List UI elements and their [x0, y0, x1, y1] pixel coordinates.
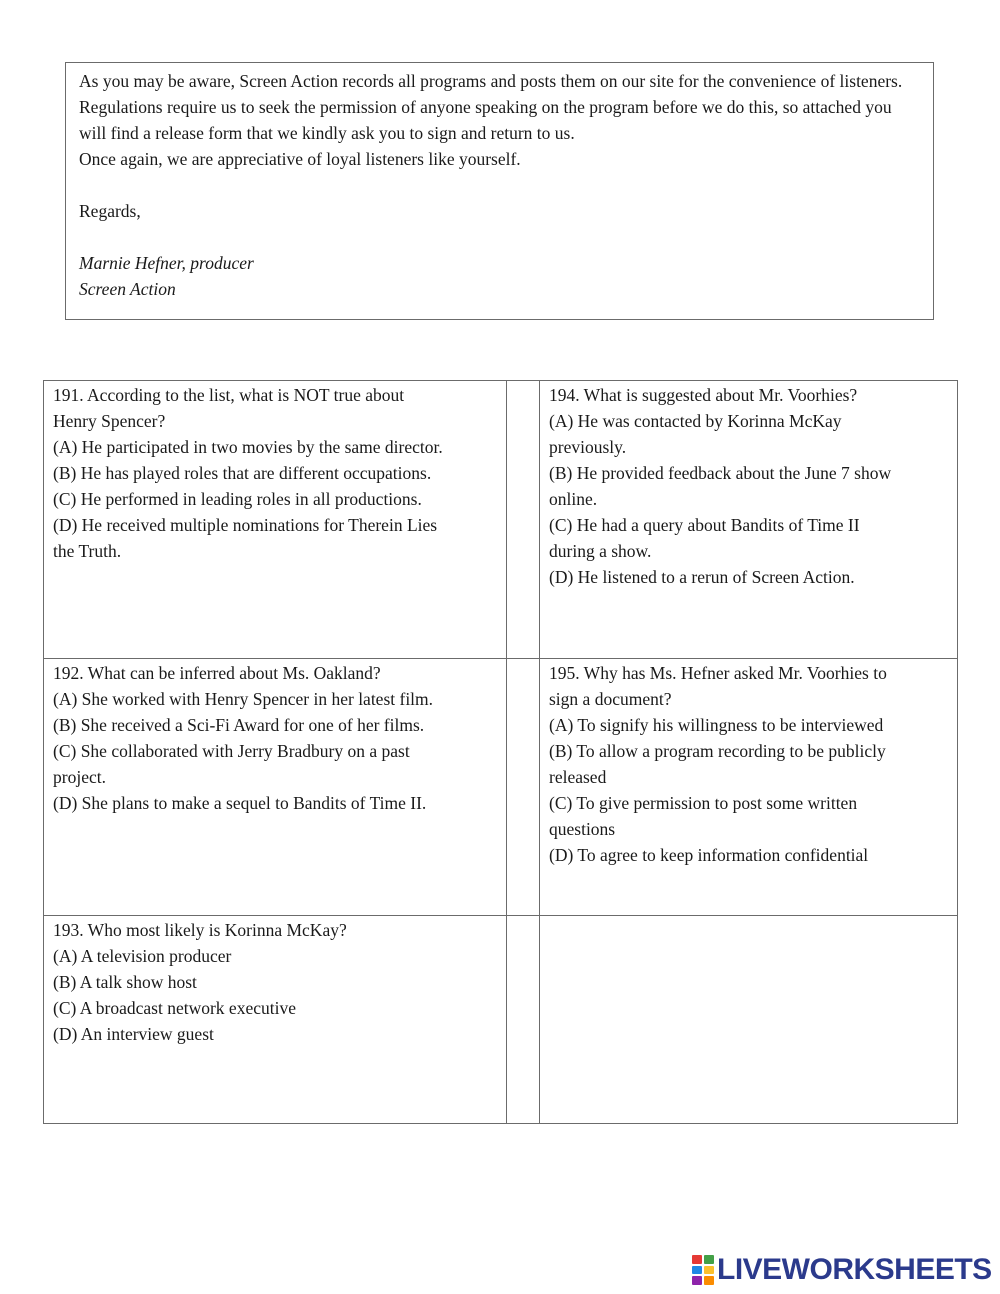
question-192 — [44, 659, 507, 916]
answer-option: (B) To allow a program recording to be publicly — [549, 741, 886, 761]
answer-option: (A) She worked with Henry Spencer in her latest film. — [53, 689, 434, 709]
letter-box — [65, 62, 934, 320]
signature-name: Marnie Hefner, producer — [79, 253, 254, 273]
question-stem: Henry Spencer? — [53, 411, 166, 431]
signature-org: Screen Action — [79, 279, 176, 299]
answer-option: released — [549, 767, 607, 787]
question-195 — [540, 659, 958, 916]
answer-option: (D) To agree to keep information confidential — [549, 845, 869, 865]
answer-option: (D) He received multiple nominations for Therein Lies — [53, 515, 438, 535]
answer-option: (C) He had a query about Bandits of Time II — [549, 515, 860, 535]
logo-mark-icon — [692, 1255, 714, 1285]
answer-option: during a show. — [549, 541, 652, 561]
answer-option: project. — [53, 767, 106, 787]
answer-option: (C) She collaborated with Jerry Bradbury on a past — [53, 741, 410, 761]
answer-option: (B) He provided feedback about the June 7 show — [549, 463, 892, 483]
letter-paragraph-1: As you may be aware, Screen Action records all programs and posts them on our site for the convenience of listeners. Regulations require us to seek the permission of anyone speaking on the program before we do this, so attached you will find a release form that we kindly ask you to sign and return to us. — [79, 71, 903, 143]
question-stem: 193. Who most likely is Korinna McKay? — [53, 920, 347, 940]
liveworksheets-logo — [692, 1253, 992, 1287]
question-stem: 194. What is suggested about Mr. Voorhies? — [549, 385, 858, 405]
question-stem: 192. What can be inferred about Ms. Oakland? — [53, 663, 381, 683]
letter-closing: Regards, — [79, 201, 141, 221]
answer-option: (D) An interview guest — [53, 1024, 214, 1044]
logo-text: LIVEWORKSHEETS — [717, 1253, 992, 1286]
answer-option: (C) To give permission to post some written — [549, 793, 858, 813]
question-191 — [44, 381, 507, 659]
question-193 — [44, 916, 507, 1124]
answer-option: the Truth. — [53, 541, 122, 561]
question-stem: 191. According to the list, what is NOT true about — [53, 385, 405, 405]
answer-option: (B) He has played roles that are different occupations. — [53, 463, 432, 483]
answer-option: (B) A talk show host — [53, 972, 197, 992]
answer-option: (C) He performed in leading roles in all productions. — [53, 489, 422, 509]
answer-option: (C) A broadcast network executive — [53, 998, 296, 1018]
answer-option: questions — [549, 819, 616, 839]
answer-cell-192[interactable] — [507, 659, 540, 916]
answer-option: (A) He was contacted by Korinna McKay — [549, 411, 842, 431]
answer-option: (A) To signify his willingness to be interviewed — [549, 715, 884, 735]
answer-cell-193[interactable] — [507, 916, 540, 1124]
question-194 — [540, 381, 958, 659]
answer-option: (B) She received a Sci-Fi Award for one of her films. — [53, 715, 425, 735]
answer-cell-191[interactable] — [507, 381, 540, 659]
question-stem: sign a document? — [549, 689, 672, 709]
empty-cell — [540, 916, 958, 1124]
letter-paragraph-2: Once again, we are appreciative of loyal listeners like yourself. — [79, 149, 521, 169]
answer-option: (A) A television producer — [53, 946, 232, 966]
answer-option: (D) He listened to a rerun of Screen Action. — [549, 567, 855, 587]
answer-option: (A) He participated in two movies by the same director. — [53, 437, 443, 457]
answer-option: previously. — [549, 437, 627, 457]
question-stem: 195. Why has Ms. Hefner asked Mr. Voorhies to — [549, 663, 887, 683]
questions-table — [43, 380, 958, 1124]
answer-option: (D) She plans to make a sequel to Bandits of Time II. — [53, 793, 427, 813]
answer-option: online. — [549, 489, 598, 509]
